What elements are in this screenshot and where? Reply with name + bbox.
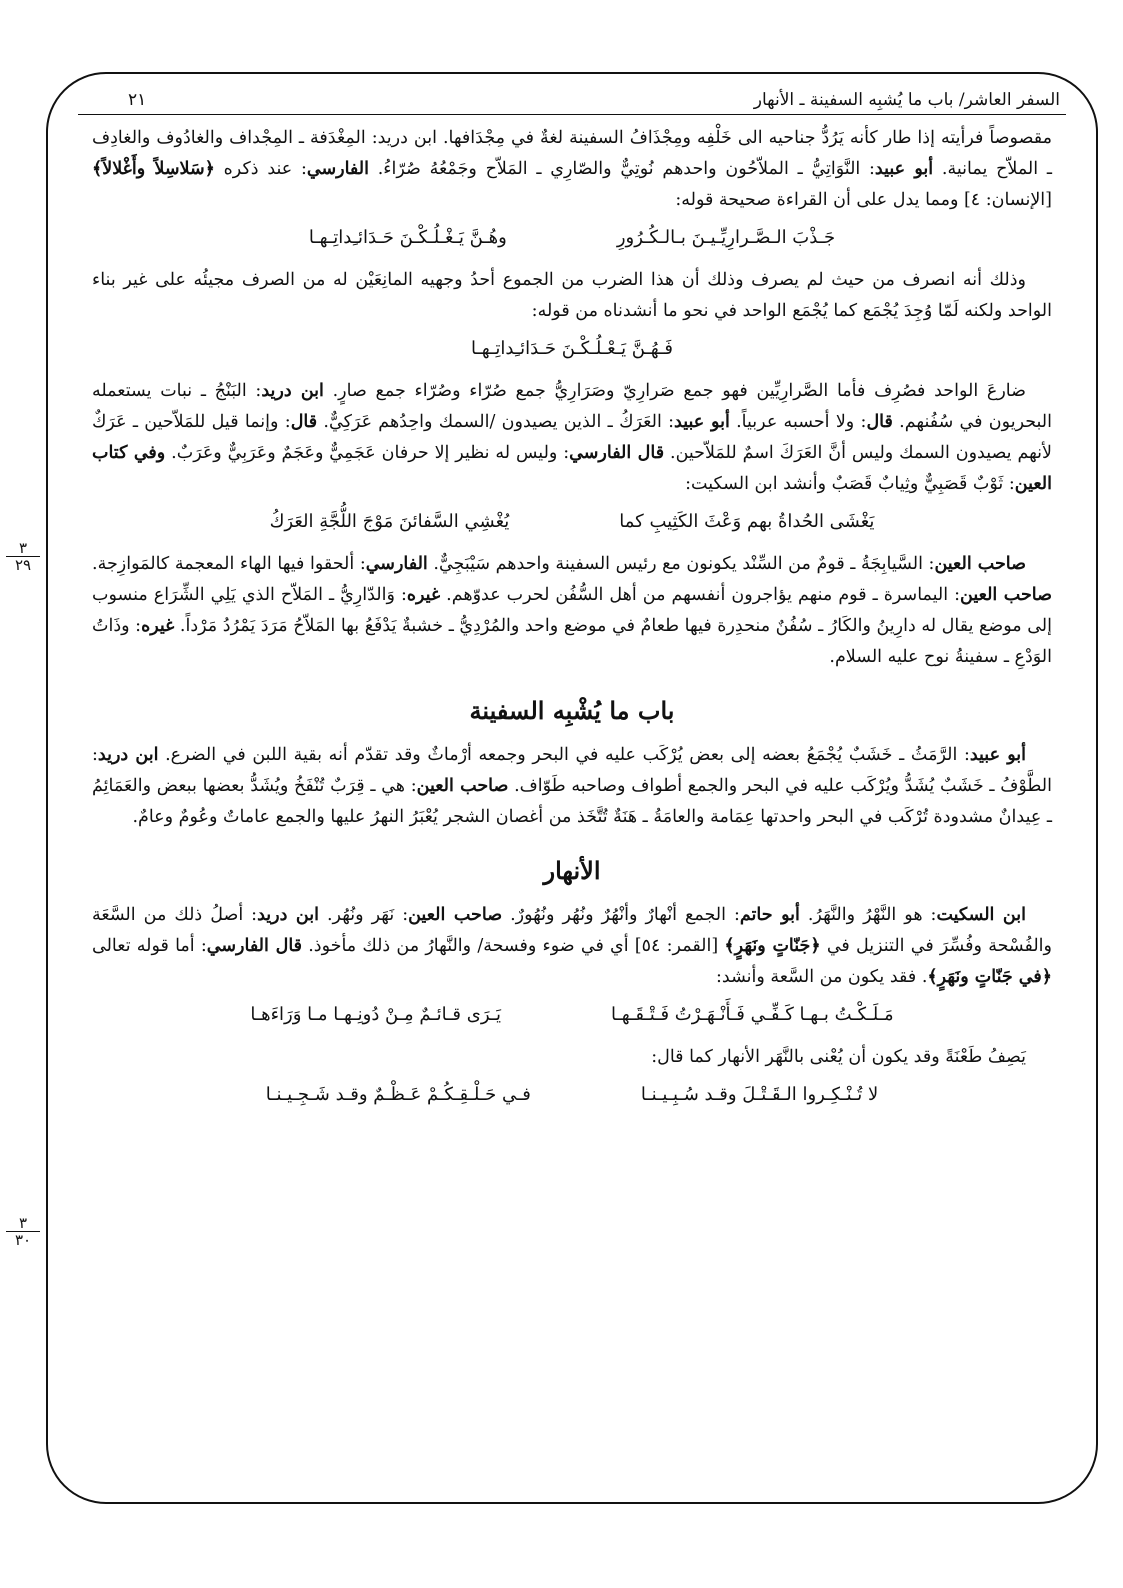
text-run: يَصِفُ طَعْنَةً وقد يكون أن يُعْنى بالنَّهَر الأنهار كما قال: [651, 1047, 1026, 1067]
margin-folio-note [6, 540, 40, 573]
text-run: : وإنما قيل للمَلاّحين ـ عَرَكٌ لأنهم يصيدون السمك وليس أنَّ العَرَكَ اسمٌ للمَلاّحين. [92, 412, 1053, 463]
text-run: : الطَّوْفُ ـ خَشَبٌ يُشَدُّ ويُرْكَب عليه في البحر والجمع أطواف وصاحبه طَوّاف. [92, 745, 1052, 796]
verse-hemistich: لا تُـنْـكِـروا الـقَـتْـلَ وقـد سُـبِـيـنـا [640, 1084, 879, 1105]
text-run: : أصلُ ذلك من السَّعَة والفُسْحة وفُسِّرَ في التنزيل في [92, 905, 1052, 956]
text-run: : وذَاتُ الوَدْعِ ـ سفينةُ نوح عليه السلام. [92, 616, 1052, 667]
verse-hemistich: فَـهُـنَّ يَـعْـلُـكْـنَ حَـدَائـِداتِـهـا [471, 338, 673, 359]
text-run: : البَنْجُ ـ نبات يستعمله البحريون في سُفُنهم. [92, 381, 1052, 432]
bold-source-term: غيره [141, 616, 175, 636]
text-run: : هي ـ قِرَبٌ تُنْفَخُ ويُشَدُّ بعضها ببعض والعَمَائِمُ ـ عِيدانٌ مشدودة تُرْكَب في البحر واحدتها عِمَامة والعامَةُ ـ هَنَةٌ تُتَّخَذ من أغصان الشجر يُعْبَرُ النهرُ عليها والجمع عاماتٌ وعُومٌ وعامٌ. [92, 776, 1052, 827]
text-run: مقصوصاً فرأيته إذا طار كأنه يَرُدُّ جناحيه الى خَلْفِه ومِجْذَافُ السفينة لغةٌ في مِجْدَافها. ابن دريد: المِغْدَفة ـ المِجْداف والغادُوف والغادِف ـ الملاّح يمانية. [92, 128, 1053, 179]
page-number: ٢١ [128, 90, 147, 110]
verse [92, 333, 1052, 364]
bold-source-term: أبو عبيد [674, 412, 730, 432]
bold-source-term: أبو عبيد [969, 745, 1026, 765]
paragraph [92, 265, 1052, 327]
bold-source-term: قال الفارسي [569, 443, 665, 463]
bold-source-term: ﴿سَلاسِلاً وأَغْلالاً﴾ [92, 159, 215, 179]
bold-source-term: قال الفارسي [206, 936, 303, 956]
bold-source-term: أبو حاتم [739, 905, 800, 925]
bold-source-term: ابن دريد [257, 905, 319, 925]
bold-source-term: الفارسي [306, 159, 369, 179]
bold-source-term: ﴿جَنّاتٍ ونَهَرٍ﴾ [724, 936, 821, 956]
text-run: [الإنسان: ٤] ومما يدل على أن القراءة صحيحة قوله: [675, 190, 1052, 210]
text-run: : نَهَر ونُهُر. [318, 905, 409, 925]
verse [92, 999, 1052, 1030]
bold-source-term: ابن دريد [97, 745, 159, 765]
margin-note-top: ٣ [6, 1215, 40, 1232]
text-run: وذلك أنه انصرف من حيث لم يصرف وذلك أن هذا الضرب من الجموع أحدُ وجهيه المانِعَيْن له من الصرف مجيئُه على غير بناء الواحد ولكنه لَمّا وُجِدَ يُجْمَع كما يُجْمَع الواحد في نحو ما أنشدناه من قوله: [92, 270, 1052, 321]
text-run: : ولا أحسبه عربياً. [729, 412, 867, 432]
paragraph [92, 376, 1052, 500]
text-run: ضارعَ الواحد فصُرِف فأما الصَّرارِيِّين فهو جمع صَرارِيّ وصَرَارِيُّ جمع صُرّاء وصُرّاء جمع صارٍ. [323, 381, 1026, 401]
bold-source-term: صاحب العين [934, 554, 1027, 574]
paragraph [92, 123, 1052, 216]
content [78, 115, 1066, 1110]
text-run: : العَرَكُ ـ الذين يصيدون /السمك واحِدُهم عَرَكِيٌّ. [317, 412, 675, 432]
text-run: : هو النَّهْرُ والنَّهَرُ. [799, 905, 937, 925]
bold-source-term: قال [290, 412, 318, 432]
bold-source-term: ابن دريد [261, 381, 324, 401]
text-run: : وَالدّارِيُّ ـ المَلاّح الذي يَلِي الشِّرَاع منسوب إلى موضع يقال له دارِينُ والكَارُ ـ سُفُنٌ منحدِرة فيها طعامٌ في موضع واحد والمُرْدِيُّ ـ خشبةٌ يَدْفَعُ بها المَلاّحُ مَرَدَ يَمْرُدُ مَرْداً. [92, 585, 1052, 636]
bold-source-term: ابن السكيت [936, 905, 1026, 925]
bold-source-term: غيره [406, 585, 441, 605]
verse-hemistich: جَـذْبَ الـصَّـرارِيِّـيـنَ بـالـكُـرُورِ [616, 227, 836, 248]
text-run: : أما قوله تعالى [92, 936, 207, 956]
verse-hemistich: وهُـنَّ يَـغْـلُـكْـنَ حَـدَائـِداتِـهـا [308, 227, 507, 248]
verse-hemistich: يَـرَى قـائـمٌ مِـنْ دُونِـهـا مـا وَرَاءَهـا [250, 1004, 502, 1025]
margin-folio-note [6, 1215, 40, 1248]
bold-source-term: وفي كتاب العين [92, 443, 1052, 494]
text-run: : الرَّمَثُ ـ خَشَبٌ يُجْمَعُ بعضه إلى بعض يُرْكَب عليه في البحر وجمعه أرْماثٌ وقد تقدّم أنه بقية اللبن في الضرع. [158, 745, 970, 765]
margin-note-top: ٣ [6, 540, 40, 557]
section-heading: باب ما يُشْبِه السفينة [469, 696, 675, 725]
bold-source-term: الفارسي [365, 554, 428, 574]
running-header [78, 82, 1066, 115]
margin-note-bottom: ٢٩ [14, 556, 32, 574]
bold-source-term: صاحب العين [416, 776, 509, 796]
verse [92, 506, 1052, 537]
text-run: : عند ذكره [214, 159, 307, 179]
bold-source-term: أبو عبيد [874, 159, 934, 179]
verse-hemistich: يُغْشِي السَّفائنَ مَوْجَ اللُّجَّةِ العَرَكُ [269, 511, 510, 532]
paragraph [92, 740, 1052, 833]
section-heading: الأنهار [543, 856, 601, 885]
text-run: : اليماسرة ـ قوم منهم يؤاجرون أنفسهم من أهل السُّفُن لحرب عدوّهم. [440, 585, 961, 605]
text-run: : ألحقوا فيها الهاء المعجمة كالمَوازِجة. [92, 554, 366, 574]
text-run: : وليس له نظير إلا حرفان عَجَمِيٌّ وعَجَمٌ وعَرَبِيٌّ وعَرَبٌ. [165, 443, 570, 463]
verse [92, 222, 1052, 253]
margin-note-bottom: ٣٠ [14, 1231, 32, 1249]
paragraph [92, 549, 1052, 673]
bold-source-term: صاحب العين [960, 585, 1053, 605]
text-run: : الجمع أنْهارٌ وأنْهُرٌ ونُهُر ونُهُورٌ. [502, 905, 740, 925]
verse-hemistich: فـي حَـلْـقِـكُـمْ عَـظْـمٌ وقـد شَـجِـيـنـا [265, 1084, 531, 1105]
text-run: . فقد يكون من السَّعة وأنشد: [715, 967, 928, 987]
page [78, 82, 1066, 1122]
verse [92, 1079, 1052, 1110]
header-title: السفر العاشر/ باب ما يُشبِه السفينة ـ الأنهار [753, 90, 1060, 110]
text-run: : السَّيابِجَةُ ـ قومٌ من السِّنْد يكونون مع رئيس السفينة واحدهم سَيْبَجِيٌّ. [427, 554, 935, 574]
text-run: : النَّوَاتِيُّ ـ الملاّحُون واحدهم نُوتِيٌّ والصّارِي ـ المَلاّح وجَمْعُهُ صُرّاءُ. [368, 159, 875, 179]
bold-source-term: صاحب العين [408, 905, 503, 925]
verse-hemistich: مَـلَـكْـتُ بـهـا كَـفِّـي فَـأَنْـهَـرْتُ فَـتْـقَـهـا [611, 1004, 894, 1025]
verse-hemistich: يَغْشَى الحُداةُ بهم وَعْثَ الكَثِيبِ كما [619, 511, 875, 532]
bold-source-term: ﴿في جَنّاتٍ ونَهَرٍ﴾ [927, 967, 1052, 987]
bold-source-term: قال [866, 412, 893, 432]
text-run: : ثَوْبٌ قَصَبِيٌّ وثِيابٌ قَصَبٌ وأنشد ابن السكيت: [685, 474, 1015, 494]
text-run: [القمر: ٥٤] أي في ضوء وفسحة/ والنَّهارُ من ذلك مأخوذ. [302, 936, 725, 956]
paragraph [92, 900, 1052, 993]
paragraph [92, 1042, 1052, 1073]
